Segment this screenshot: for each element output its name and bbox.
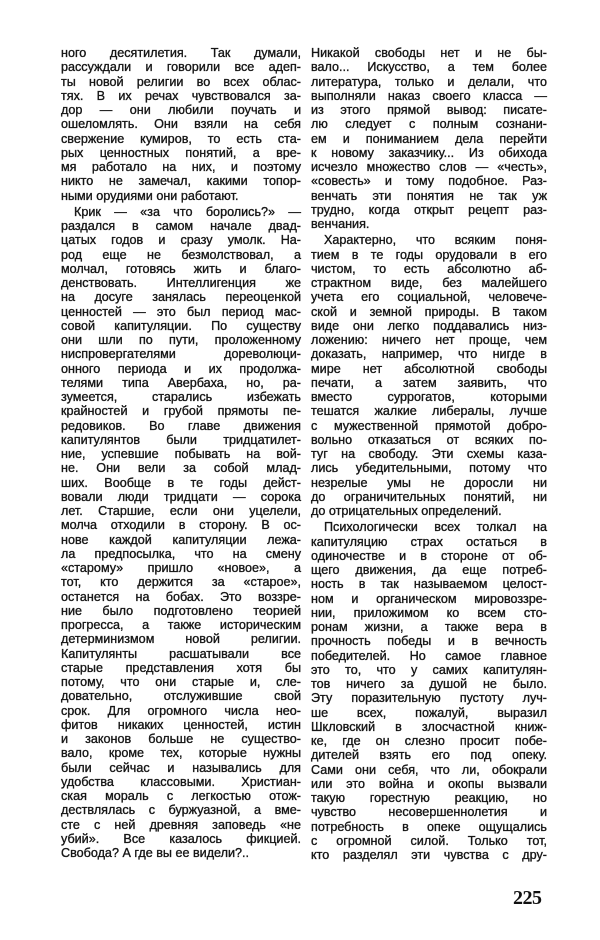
text-line: такую горестную реакцию, но [311,791,547,805]
text-line: Свобода? А где вы ее видели?.. [61,846,250,860]
text-line: ного десятилетия. Так думали, [61,46,301,60]
text-line: рых ценностных понятий, а вре- [61,145,301,160]
text-line: исчезло множество слов — «честь», [311,160,547,174]
text-line: телями типа Авербаха, но, ра- [61,375,301,390]
text-line: вовали люди тридцати — сорока [61,489,301,504]
text-line: литература, только и делали, что [311,74,547,89]
text-line: Эту поразительную пустоту луч- [311,691,547,706]
text-line: «совесть» и тому подобное. Раз- [311,174,547,189]
text-line: победителей. Но самое главное [311,648,547,663]
text-line: цатых годов и сразу умолк. На- [61,233,301,248]
text-line: редовиков. Во главе движения [61,418,301,433]
text-line: свержение кумиров, то есть ста- [61,131,301,146]
text-line: ке, где он слезно просит побе- [311,734,547,748]
text-line: щего движения, да еще потреб- [311,563,547,577]
text-line: капитуляцию страх остаться в [311,534,547,549]
text-line: до ограничительных понятий, ни [311,489,547,504]
text-line: рассуждали и говорили все адеп- [61,60,301,75]
text-line: ниспровергателями дореволюци- [61,347,301,362]
text-line: трудно, когда открыт рецепт раз- [311,202,547,217]
text-line: ными орудиями они работают. [61,188,239,203]
text-line: ном и органическом мировоззре- [311,591,547,606]
text-line: мире нет абсолютной свободы [311,361,547,376]
text-line: ской и земной природы. В таком [311,304,547,319]
text-line: прочность победы и в вечность [311,634,547,649]
text-line: род еще не безмолствовал, а [61,247,301,262]
text-line: учета его социальной, человече- [311,290,547,305]
text-line: останется на бобах. Это воззре- [61,589,301,604]
text-line: убий». Все казалось фикцией. [61,831,301,846]
text-line: детерминизмом новой религии. [61,632,301,647]
text-line: тот, кто держится за «старое», [61,575,301,590]
text-line: мя работало на них, и поэтому [61,160,301,174]
text-line: лю следует с полным сознани- [311,117,547,132]
text-line: совой капитуляции. По существу [61,318,301,333]
text-line: и законов больше не существо- [61,732,301,746]
text-line: чувство несовершеннолетия и [311,805,547,820]
text-line: вместо суррогатов, которыми [311,390,547,404]
text-line: вало, кроме тех, которые нужны [61,746,301,761]
text-line: нии, приложимом ко всем сто- [311,605,547,620]
text-line: вало... Искусство, а тем более [311,60,547,75]
text-line: тях. В их речах чувствовался за- [61,88,301,103]
text-line: лет. Старшие, если они уцелели, [61,504,301,518]
text-line: с мужественной прямотой добро- [311,418,547,433]
text-line: незрелые умы не доросли ни [311,475,547,490]
text-line: крайностей и грубой прямоты пе- [61,404,301,419]
text-line: старые представления хотя бы [61,660,301,675]
text-line: ценностей — это был период мас- [61,304,301,319]
text-line: Психологически всех толкал на [324,520,547,535]
paragraph [61,46,301,203]
text-line: никто не замечал, какими топор- [61,174,301,189]
text-line: венчать эти понятия не так уж [311,188,547,203]
text-line: ты новой религии во всех облас- [61,74,301,89]
text-line: зумеется, старались избежать [61,390,301,404]
text-line: одиночестве и в стороне от об- [311,548,547,563]
text-line: тием в те годы орудовали в его [311,247,547,262]
text-line: лись убедительными, потому что [311,461,547,476]
text-line: Никакой свободы нет и не бы- [311,46,547,60]
text-line: ше всех, пожалуй, выразил [311,705,547,720]
text-line: доказать, например, что нигде в [311,347,547,362]
text-line: молча отходили в сторону. В ос- [61,518,301,533]
text-line: дителей взять его под опеку. [311,748,547,763]
text-line: дор — они любили поучать и [61,103,301,117]
text-line: онного периода и их продолжа- [61,361,301,376]
text-line: Крик — «за что боролись?» — [74,204,301,219]
text-line: молчал, готовясь жить и благо- [61,261,301,276]
text-line: не. Они вели за собой млад- [61,461,301,476]
page-number: 225 [513,887,542,909]
text-line: потребность в опеке ощущались [311,819,547,834]
text-line: срок. Для огромного числа нео- [61,703,301,718]
text-line: ность в так называемом целост- [311,577,547,592]
text-line: они шли по пути, проложенному [61,333,301,347]
text-line: туг на свободу. Эти схемы каза- [311,447,547,461]
text-line: ших. Вообще в те годы дейст- [61,475,301,490]
text-line: печати, а затем заявить, что [311,375,547,390]
text-line: нове каждой капитуляции лежа- [61,532,301,547]
text-line: капитулянтов были тридцатилет- [61,432,301,447]
text-line: тов ничего за душой не было. [311,677,547,691]
text-line: из этого прямой вывод: писате- [311,103,547,117]
text-column-left [61,46,301,862]
text-line: к новому заказчику... Из обихода [311,145,547,160]
text-line: сте с ней древняя заповедь «не [61,817,301,832]
text-column-right [311,46,547,864]
text-line: ская мораль с легкостью отож- [61,789,301,803]
text-line: удобства классовыми. Христиан- [61,774,301,789]
text-line: ние, успевшие побывать на вой- [61,447,301,461]
text-line: Характерно, что всяким поня- [324,233,547,248]
text-line: это то, что у самих капитулян- [311,662,547,677]
text-line: тешатся жалкие либералы, лучше [311,404,547,419]
text-line: потому, что они старые и, сле- [61,675,301,689]
text-line: ла предпосылка, что на смену [61,546,301,561]
paragraph [61,205,301,861]
text-line: Шкловский в злосчастной книж- [311,719,547,734]
text-line: ошеломлять. Они взяли на себя [61,117,301,132]
text-line: ем и пониманием дела перейти [311,131,547,146]
text-line: Сами они себя, что ли, обокрали [311,762,547,777]
text-line: ложению: ничего нет проще, чем [311,333,547,347]
text-line: денствовать. Интеллигенция же [61,276,301,290]
text-line: дествлялась с буржуазной, а вме- [61,803,301,818]
text-line: страктном виде, без малейшего [311,276,547,290]
text-line: на досуге занялась переоценкой [61,290,301,305]
text-line: кто разделял эти чувства с дру- [311,848,547,862]
paragraph [311,233,547,518]
text-line: довательно, отслужившие свой [61,689,301,704]
text-line: виде они легко поддавались низ- [311,318,547,333]
text-line: ронам жизни, а также вера в [311,620,547,634]
text-line: с огромной силой. Только тот, [311,833,547,848]
text-line: до отрицательных определений. [311,504,502,518]
text-line: раздался в самом начале двад- [61,219,301,233]
text-line: ние было подготовлено теорией [61,603,301,618]
text-line: прогресса, а также историческим [61,618,301,632]
text-line: были сейчас и назывались для [61,760,301,775]
text-line: «старому» пришло «новое», а [61,561,301,575]
text-line: вольно отказаться от всяких по- [311,432,547,447]
text-line: чистом, то есть абсолютно аб- [311,261,547,276]
paragraph [311,46,547,231]
paragraph [311,520,547,862]
text-line: выполняли наказ своего класса — [311,88,547,103]
text-line: или это война и окопы вызвали [311,776,547,791]
text-line: Капитулянты расшатывали все [61,646,301,661]
text-line: венчания. [311,217,370,231]
text-line: фитов никаких ценностей, истин [61,717,301,732]
